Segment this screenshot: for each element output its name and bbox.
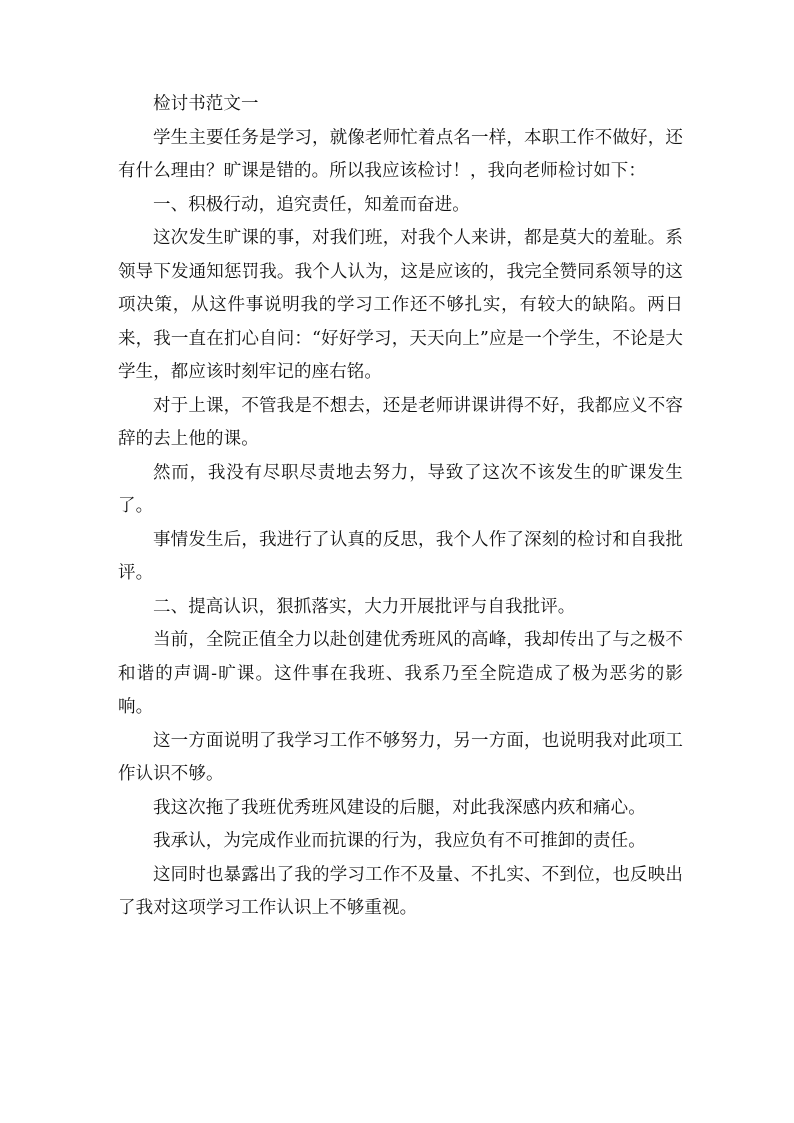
document-title: 检讨书范文一 bbox=[153, 94, 259, 114]
section-heading-2: 二、提高认识，狠抓落实，大力开展批评与自我批评。 bbox=[153, 596, 576, 617]
paragraph-shame: 这次发生旷课的事，对我们班，对我个人来讲，都是莫大的羞耻。系领导下发通知惩罚我。我个人认为，这是应该的，我完全赞同系领导的这项决策，从这件事说明我的学习工作还不够扎实，有较大的缺陷。两日来，我一直在扪心自问：“好好学习，天天向上”应是一个学生，不论是大学生，都应该时刻牢记的座右铭。 bbox=[118, 228, 683, 382]
paragraph-reflection: 事情发生后，我进行了认真的反思，我个人作了深刻的检讨和自我批评。 bbox=[118, 529, 683, 583]
paragraph-admit: 我承认，为完成作业而抗课的行为，我应负有不可推卸的责任。 bbox=[153, 831, 646, 851]
paragraph-held-back: 我这次拖了我班优秀班风建设的后腿，对此我深感内疚和痛心。 bbox=[153, 797, 646, 818]
paragraph-exposed: 这同时也暴露出了我的学习工作不及量、不扎实、不到位，也反映出了我对这项学习工作认识上不够重视。 bbox=[118, 864, 683, 918]
paragraph-attend-class: 对于上课，不管我是不想去，还是老师讲课讲得不好，我都应义不容辞的去上他的课。 bbox=[118, 395, 683, 449]
paragraph-intro: 学生主要任务是学习，就像老师忙着点名一样，本职工作不做好，还有什么理由？旷课是错的。所以我应该检讨！，我向老师检讨如下： bbox=[118, 127, 683, 181]
section-heading-1: 一、积极行动，追究责任，知羞而奋进。 bbox=[153, 194, 470, 215]
paragraph-effort: 这一方面说明了我学习工作不够努力，另一方面，也说明我对此项工作认识不够。 bbox=[118, 730, 683, 784]
paragraph-current: 当前，全院正值全力以赴创建优秀班风的高峰，我却传出了与之极不和谐的声调-旷课。这件事在我班、我系乃至全院造成了极为恶劣的影响。 bbox=[118, 630, 683, 717]
paragraph-however: 然而，我没有尽职尽责地去努力，导致了这次不该发生的旷课发生了。 bbox=[118, 462, 683, 516]
document-body bbox=[118, 88, 683, 926]
